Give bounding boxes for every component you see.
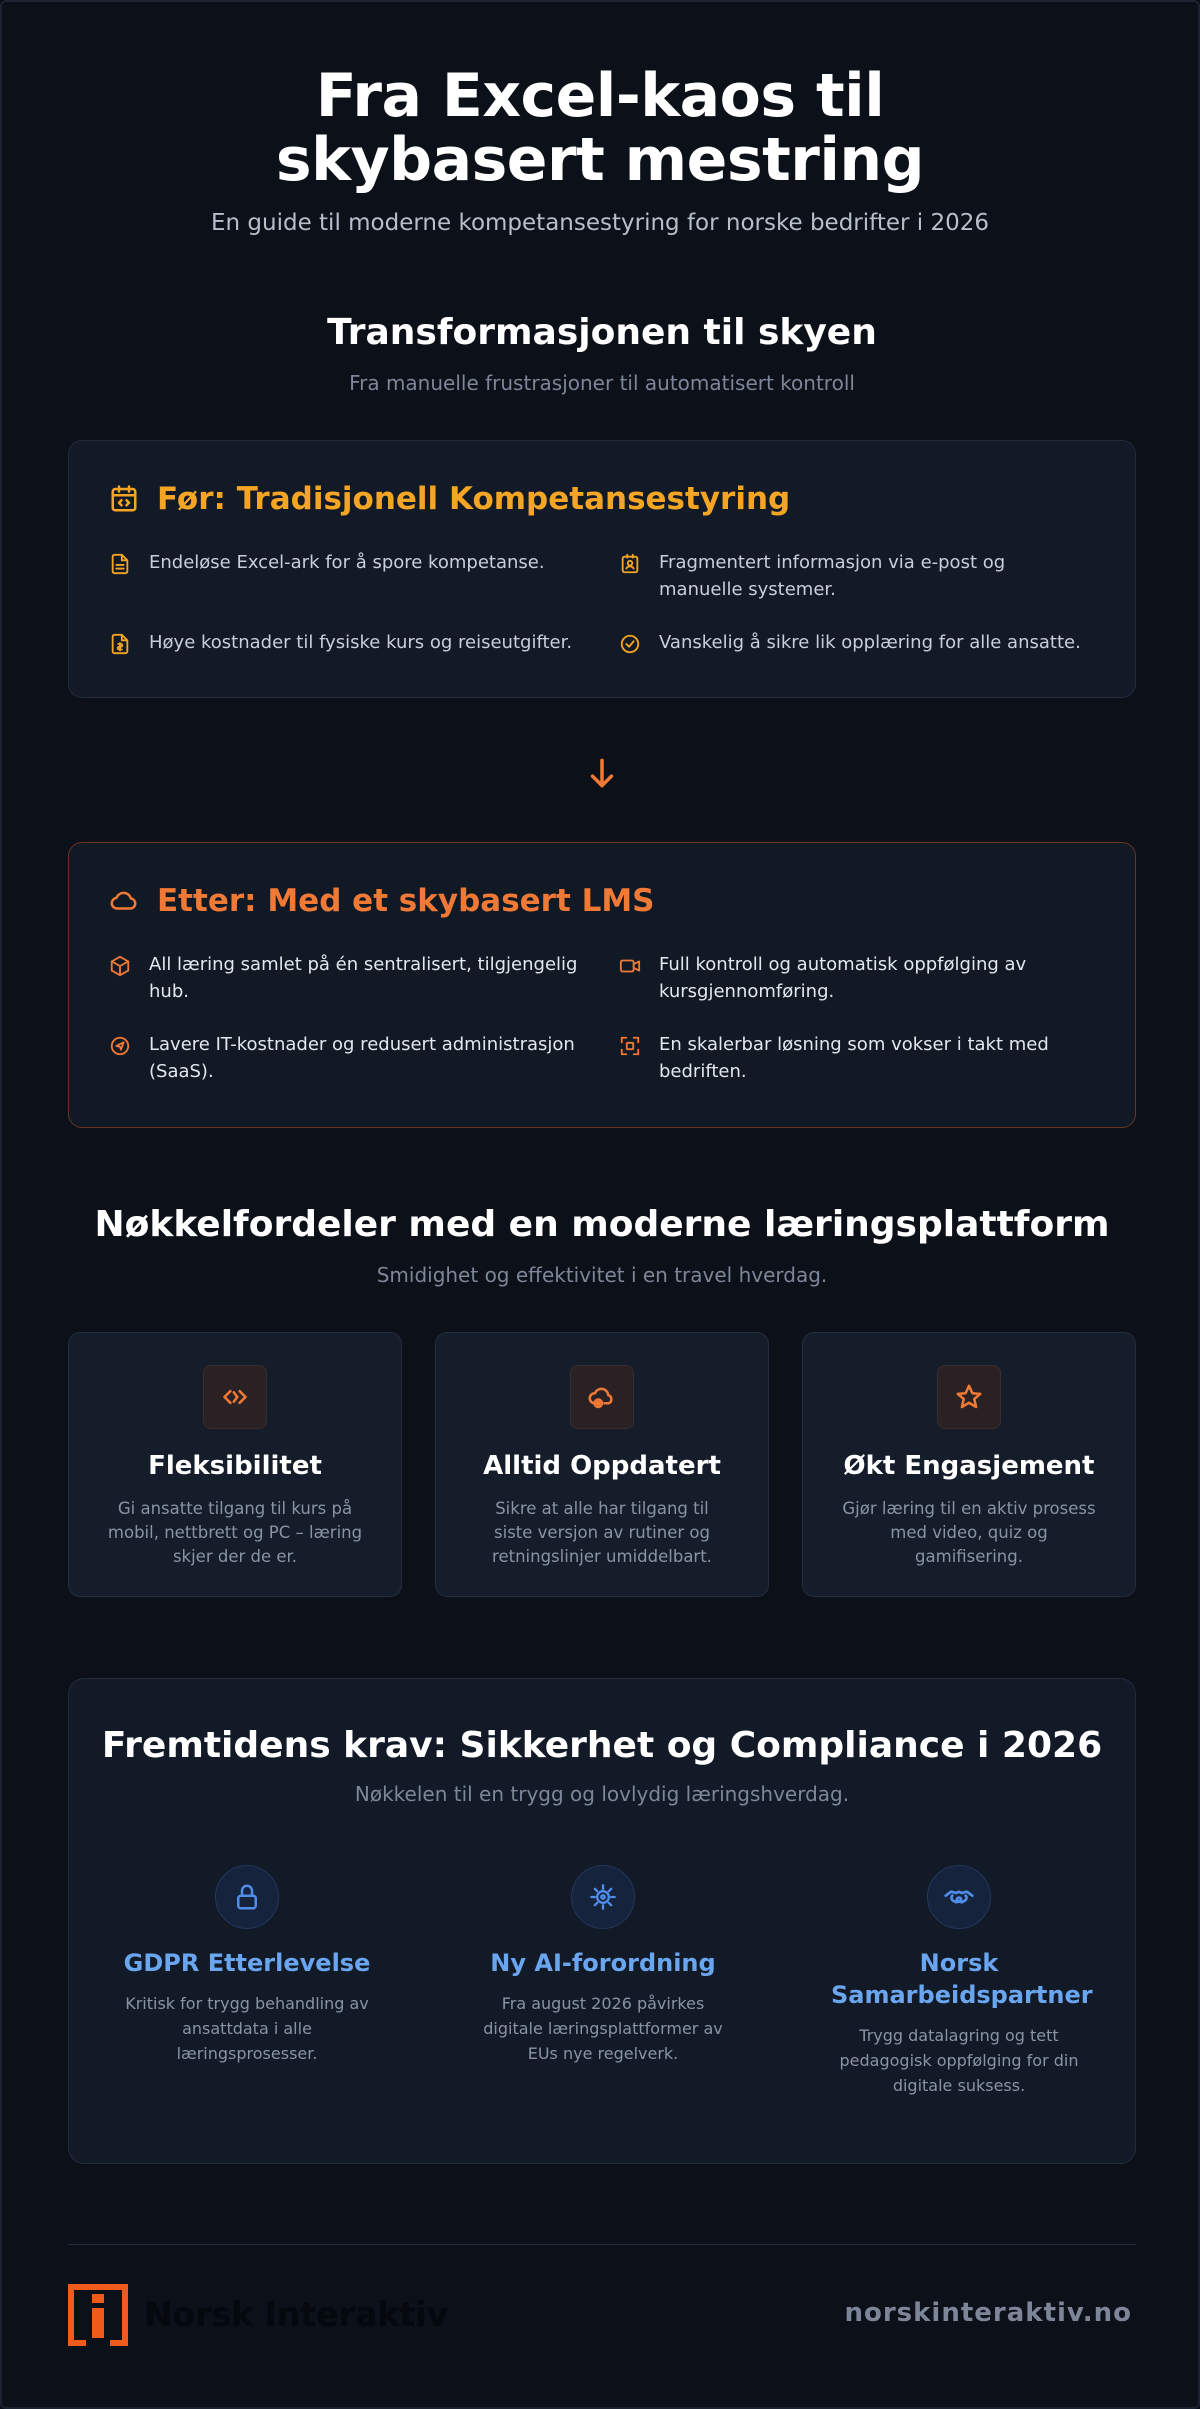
page-subtitle: En guide til moderne kompetansestyring for norske bedrifter i 2026: [210, 210, 989, 236]
pillar-icon-circle: [571, 1865, 635, 1929]
after-card-title: Etter: Med et skybasert LMS: [157, 883, 655, 919]
benefit-title: Fleksibilitet: [148, 1451, 322, 1481]
list-item: [619, 629, 1109, 656]
cloud-icon: [109, 886, 139, 916]
arrow-down-icon: [583, 754, 621, 792]
list-item-text: Fragmentert informasjon via e-post og manuelle systemer.: [659, 552, 1006, 600]
list-item-text: Vanskelig å sikre lik opplæring for alle ansatte.: [659, 632, 1081, 653]
benefit-text: Sikre at alle har tilgang til siste versjon av rutiner og retningslinjer umiddelbart.: [492, 1499, 712, 1566]
before-card-title: Før: Tradisjonell Kompetansestyring: [157, 481, 791, 517]
page-title: Fra Excel-kaos til skybasert mestring: [275, 61, 925, 195]
after-card-header: [109, 883, 655, 919]
list-item: [109, 549, 619, 603]
brand-logo[interactable]: [68, 2284, 448, 2346]
pillar-icon-circle: [927, 1865, 991, 1929]
after-card: [68, 842, 1136, 1128]
norsk-interaktiv-logo-icon: [68, 2284, 128, 2346]
benefits-title: Nøkkelfordeler med en moderne læringsplattform: [94, 1204, 1110, 1245]
after-list: [109, 951, 1109, 1085]
star-icon: [954, 1382, 984, 1412]
list-item: [619, 951, 1109, 1005]
before-card: [68, 440, 1136, 698]
list-item: [619, 1031, 1109, 1085]
transformation-heading: [2, 312, 1200, 395]
calendar-code-icon: [109, 484, 139, 514]
document-icon: [109, 553, 131, 575]
cloud-sync-icon: [587, 1382, 617, 1412]
contact-icon: [619, 553, 641, 575]
hero: [2, 2, 1198, 236]
footer-divider: [68, 2244, 1136, 2245]
list-item-text: Endeløse Excel-ark for å spore kompetanse.: [149, 552, 545, 573]
benefits-heading: [2, 1204, 1200, 1287]
handshake-icon: [943, 1881, 975, 1913]
pillar-title: GDPR Etterlevelse: [123, 1949, 371, 1977]
send-icon: [109, 1035, 131, 1057]
transformation-subtitle: Fra manuelle frustrasjoner til automatisert kontroll: [349, 371, 855, 395]
website-link[interactable]: norskinteraktiv.no: [844, 2298, 1132, 2328]
pillar-icon-circle: [215, 1865, 279, 1929]
gear-icon: [589, 1883, 617, 1911]
list-item: [109, 951, 619, 1005]
before-card-header: [109, 481, 790, 517]
benefit-title: Økt Engasjement: [843, 1451, 1095, 1481]
compliance-subtitle: Nøkkelen til en trygg og lovlydig læringshverdag.: [354, 1782, 850, 1806]
list-item-text: Full kontroll og automatisk oppfølging av kursgjennomføring.: [659, 954, 1027, 1002]
cube-icon: [109, 955, 131, 977]
list-item-text: En skalerbar løsning som vokser i takt med bedriften.: [659, 1034, 1049, 1082]
check-circle-icon: [619, 633, 641, 655]
before-list: [109, 549, 1109, 656]
compliance-pillars: [69, 1865, 1137, 2098]
pillar-title: Ny AI-forordning: [490, 1949, 716, 1977]
pillar-text: Fra august 2026 påvirkes digitale læringsplattformer av EUs nye regelverk.: [483, 1994, 723, 2063]
pillar-text: Trygg datalagring og tett pedagogisk oppfølging for din digitale suksess.: [839, 2026, 1079, 2095]
benefit-icon-box: [937, 1365, 1001, 1429]
compliance-card: [68, 1678, 1136, 2164]
benefit-icon-box: [570, 1365, 634, 1429]
video-icon: [619, 955, 641, 977]
code-icon: [221, 1383, 249, 1411]
list-item: [109, 1031, 619, 1085]
pillar-text: Kritisk for trygg behandling av ansattdata i alle læringsprosesser.: [125, 1994, 369, 2063]
benefit-card: [435, 1332, 769, 1597]
benefit-text: Gi ansatte tilgang til kurs på mobil, nettbrett og PC – læring skjer der de er.: [107, 1499, 363, 1566]
pillar-title: Norsk Samarbeidspartner: [831, 1949, 1093, 2009]
list-item-text: Høye kostnader til fysiske kurs og reiseutgifter.: [149, 632, 573, 653]
transformation-title: Transformasjonen til skyen: [327, 312, 877, 353]
list-item: [109, 629, 619, 656]
lock-icon: [232, 1882, 262, 1912]
compliance-pillar: [425, 1865, 781, 2098]
benefit-card: [68, 1332, 402, 1597]
benefit-icon-box: [203, 1365, 267, 1429]
scale-icon: [619, 1035, 641, 1057]
list-item-text: All læring samlet på én sentralisert, tilgjengelig hub.: [149, 954, 578, 1002]
benefit-text: Gjør læring til en aktiv prosess med video, quiz og gamifisering.: [842, 1499, 1096, 1566]
brand-name: Norsk Interaktiv: [144, 2295, 448, 2335]
invoice-icon: [109, 633, 131, 655]
benefits-subtitle: Smidighet og effektivitet i en travel hverdag.: [376, 1263, 828, 1287]
benefit-card: [802, 1332, 1136, 1597]
list-item-text: Lavere IT-kostnader og redusert administrasjon (SaaS).: [149, 1034, 575, 1082]
list-item: [619, 549, 1109, 603]
compliance-pillar: [781, 1865, 1137, 2098]
compliance-title: Fremtidens krav: Sikkerhet og Compliance i 2026: [101, 1725, 1103, 1766]
benefit-title: Alltid Oppdatert: [483, 1451, 721, 1481]
compliance-pillar: [69, 1865, 425, 2098]
